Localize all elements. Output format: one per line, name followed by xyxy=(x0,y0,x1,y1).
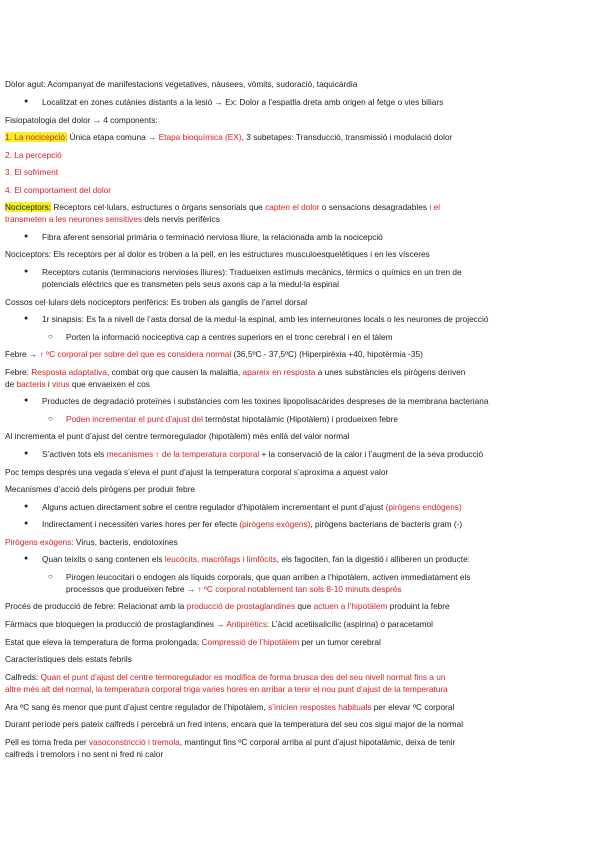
bullet-item-cont: potencials elèctrics que es transmeten pels seus axons cap a la medul·la espinal xyxy=(42,279,340,289)
line-mecanismes: Mecanismes d’acció dels pirògens per produir febre xyxy=(5,484,196,494)
sub-bullet-item-cont: processos que produeixen febre → ↑ ºC corporal notablement tan sols 8-10 minuts després xyxy=(66,584,402,594)
bullet-icon: ● xyxy=(24,315,29,322)
bullet-item: ● 1r sinapsis: Es fa a nivell de l’asta dorsal de la medul·la espinal, amb les interneurones locals o les neurones de projecció xyxy=(24,314,489,324)
line-febre-resposta-cont: de bacteris i virus que envaeixen el cos xyxy=(5,379,150,389)
line-durant: Durant període pers pateix calfreds i percebrà un fred intens, encara que la temperatura del seu cos sigui major de la normal xyxy=(5,719,463,729)
sub-bullet-item: ○ Poden incrementar el punt d’ajust del termòstat hipotalàmic (Hipotàlem) i produeixen febre xyxy=(48,414,399,424)
bullet-icon: ● xyxy=(24,450,29,457)
line-nociceptors-def: Nociceptors: Receptors cel·lulars, estructures o òrgans sensorials que capten el dolor o sensacions desagradables i el xyxy=(5,202,440,212)
line-caracteristiques: Característiques dels estats febrils xyxy=(5,654,132,664)
line-nocicepcio: 1. La nocicepció: Única etapa comuna → Etapa bioquímica (EX), 3 subetapes: Transducció, transmissió i modulació dolor xyxy=(5,132,453,142)
bullet-item: ● Productes de degradació proteïnes i substàncies com les toxines lipopolisacàrides despreses de la membrana bacteriana xyxy=(24,396,489,406)
line-cossos: Cossos cel·lulars dels nociceptors perifèrics: Es troben als ganglis de l’arrel dorsal xyxy=(5,297,308,307)
line-percepcio: 2. La percepció xyxy=(5,150,62,160)
circle-bullet-icon: ○ xyxy=(48,572,53,581)
sub-bullet-item: ○ Porten la informació nociceptiva cap a centres superiors en el tronc cerebral i en el tàlem xyxy=(48,332,393,342)
bullet-item: ● Alguns actuen directament sobre el centre regulador d’hipotàlem incrementant el punt d’ajust (pirògens endògens) xyxy=(24,502,462,512)
line-calfreds-cont: altre més alt del normal, la temperatura corporal triga varies hores en arribar a tenir el nou punt d’ajust de la temperatura xyxy=(5,684,448,694)
line-nociceptors-loc: Nociceptors: Els receptors per al dolor es troben a la pell, en les estructures musculoesquelètiques i en les vísceres xyxy=(5,249,430,259)
circle-bullet-icon: ○ xyxy=(48,414,53,423)
line-ara-sang: Ara ºC sang és menor que punt d’ajust centre regulador de l’hipotàlem, s’inicien respostes habituals per elevar ºC corporal xyxy=(5,702,455,712)
bullet-item: ● Indirectament i necessiten varies hores per fer efecte (pirògens exògens), pirògens bacterians de bacteris gram (-) xyxy=(24,519,463,529)
line-proces-produccio: Procés de producció de febre: Relacionat amb la producció de prostaglandines que actuen a l’hipotàlem produint la febre xyxy=(5,601,450,611)
line-pell: Pell es torna freda per vasoconstricció i tremola, mantingut fins ºC corporal arriba al punt d’ajust hipotalàmic, deixa de tenir xyxy=(5,737,456,747)
line-poc-temps: Poc temps després una vegada s’eleva el punt d’ajust la temperatura corporal s’aproxima a aquest valor xyxy=(5,467,389,477)
bullet-icon: ● xyxy=(24,503,29,510)
bullet-icon: ● xyxy=(24,233,29,240)
line-estat-prolongat: Estat que eleva la temperatura de forma prolongada: Compressió de l’hipotàlem per un tumor cerebral xyxy=(5,637,381,647)
line-fisiopatologia: Fisiopatologia del dolor → 4 components: xyxy=(5,115,158,125)
bullet-item: ● Fibra aferent sensorial primària o terminació nerviosa lliure, la relacionada amb la nocicepció xyxy=(24,232,383,242)
line-incrementa: Al incrementa el punt d’ajust del centre termoregulador (hipotàlem) més enllà del valor normal xyxy=(5,431,350,441)
bullet-icon: ● xyxy=(24,268,29,275)
bullet-icon: ● xyxy=(24,555,29,562)
sub-bullet-item: ○ Pirogen leucocitari o endogen als líquids corporals, que quan arriben a l’hipotàlem, activen immediatament els xyxy=(48,572,471,582)
line-farmacs: Fàrmacs que bloquegen la producció de prostaglandines → Antipirètics: L’àcid acetilsalicílic (aspirina) o paracetamol xyxy=(5,619,433,629)
bullet-item: ● Quan teixits o sang contenen els leucòcits, macròfags i limfòcits, els fagociten, fan la digestió i alliberen un producte: xyxy=(24,554,470,564)
line-sofriment: 3. El sofriment xyxy=(5,167,59,177)
line-nociceptors-def-cont: transmeten a les neurones sensitives dels nervis perifèrics xyxy=(5,214,220,224)
line-dolor-agut: Dolor agut: Acompanyat de manifestacions vegetatives, nàusees, vòmits, sudoració, taquicàrdia xyxy=(5,79,358,89)
bullet-icon: ● xyxy=(24,397,29,404)
line-febre-resposta: Febre: Resposta adaptativa, combat org que causen la malaltia, apareix en resposta a unes substàncies els pirògens deriven xyxy=(5,367,466,377)
bullet-item: ● Localitzat en zones cutànies distants a la lesió → Ex: Dolor a l’espatlla dreta amb origen al fetge o vies biliars xyxy=(24,97,444,107)
line-febre-def: Febre → ↑ ºC corporal per sobre del que es considera normal (36,5ºC - 37,5ºC) (Hiperpirèxia +40, hipotèrmia -35) xyxy=(5,349,423,359)
line-comportament: 4. El comportament del dolor xyxy=(5,185,112,195)
line-pirogens-exogens: Pirògens exògens: Virus, bacteris, endotoxines xyxy=(5,537,178,547)
bullet-icon: ● xyxy=(24,520,29,527)
circle-bullet-icon: ○ xyxy=(48,332,53,341)
bullet-icon: ● xyxy=(24,98,29,105)
line-calfreds: Calfreds: Quan el punt d’ajust del centre termoregulador es modifica de forma brusca des del seu nivell normal fins a un xyxy=(5,672,446,682)
bullet-item: ● S’activen tots els mecanismes ↑ de la temperatura corporal + la conservació de la calor i l’augment de la seva producció xyxy=(24,449,484,459)
bullet-item: ● Receptors cutanis (terminacions nervioses lliures): Tradueixen estímuls mecànics, tèrmics o químics en un tren de xyxy=(24,267,462,277)
line-pell-cont: calfreds i tremolors i no sent ni fred ni calor xyxy=(5,749,164,759)
